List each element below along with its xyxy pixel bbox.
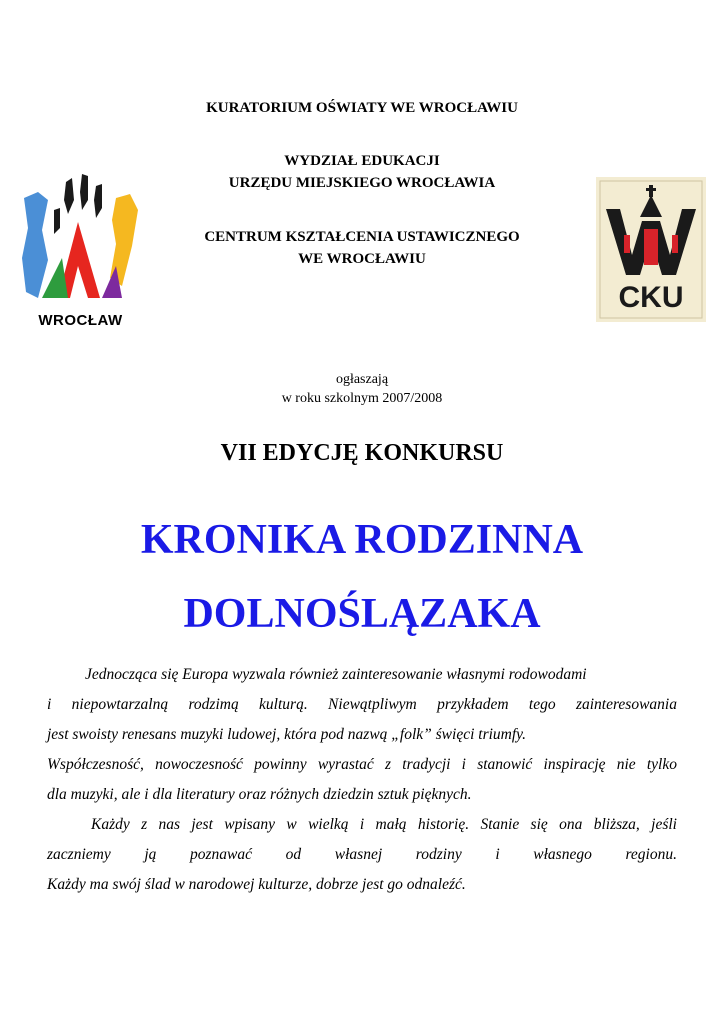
body-line-1: Jednocząca się Europa wyzwala również zainteresowanie własnymi rodowodami xyxy=(85,666,587,683)
header-centrum-line1: CENTRUM KSZTAŁCENIA USTAWICZNEGO xyxy=(204,229,520,245)
announce-line1: ogłaszają xyxy=(335,372,389,387)
title-line1: KRONIKA RODZINNA xyxy=(140,517,584,563)
body-line-2: i niepowtarzalną rodzimą kulturą. Niewątpliwym przykładem tego zainteresowania xyxy=(47,696,677,713)
title-line2: DOLNOŚLĄZAKA xyxy=(183,591,541,637)
header-wydzial-line1: WYDZIAŁ EDUKACJI xyxy=(284,153,440,169)
header-centrum-line2: WE WROCŁAWIU xyxy=(298,251,426,267)
announce-line2: w roku szkolnym 2007/2008 xyxy=(281,391,443,406)
wroclaw-logo-caption: WROCŁAW xyxy=(38,312,123,329)
header-kuratorium: KURATORIUM OŚWIATY WE WROCŁAWIU xyxy=(206,100,518,116)
edition-heading: VII EDYCJĘ KONKURSU xyxy=(220,440,504,466)
announce xyxy=(0,370,724,408)
body-line-5: dla muzyki, ale i dla literatury oraz różnych dziedzin sztuk pięknych. xyxy=(47,786,472,803)
body-line-8: Każdy ma swój ślad w narodowej kulturze, dobrze jest go odnaleźć. xyxy=(47,876,466,893)
body-line-6: Każdy z nas jest wpisany w wielką i małą historię. Stanie się ona bliższa, jeśli xyxy=(91,816,677,833)
body-text xyxy=(47,660,677,900)
cku-logo-caption: CKU xyxy=(618,281,684,314)
body-line-4: Współczesność, nowoczesność powinny wyrastać z tradycji i stanowić inspirację nie tylko xyxy=(47,756,677,773)
header-wydzial-line2: URZĘDU MIEJSKIEGO WROCŁAWIA xyxy=(228,175,496,191)
body-line-3: jest swoisty renesans muzyki ludowej, która pod nazwą „folk” święci triumfy. xyxy=(47,726,527,743)
body-line-7: zaczniemy ją poznawać od własnej rodziny i własnego regionu. xyxy=(47,846,677,863)
wroclaw-logo xyxy=(18,170,143,338)
cku-logo xyxy=(596,177,706,322)
